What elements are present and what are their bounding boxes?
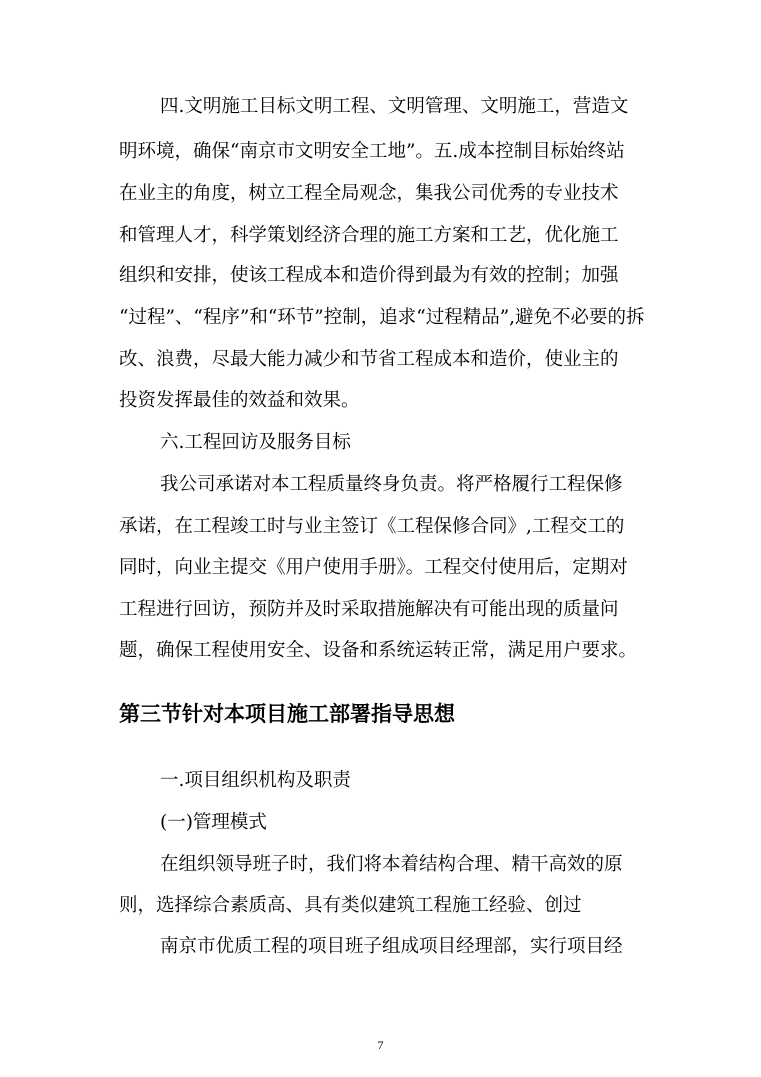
- paragraph-line: 则，选择综合素质高、具有类似建筑工程施工经验、创过: [119, 895, 582, 916]
- section-heading: 第三节针对本项目施工部署指导思想: [119, 702, 455, 726]
- paragraph-line: 承诺，在工程竣工时与业主签订《工程保修合同》,工程交工的: [119, 516, 625, 537]
- subsection-title: (一)管理模式: [160, 812, 267, 833]
- page-number: 7: [377, 1038, 384, 1052]
- paragraph-line: 改、浪费，尽最大能力减少和节省工程成本和造价，使业主的: [119, 349, 619, 370]
- paragraph-line: 工程进行回访，预防并及时采取措施解决有可能出现的质量问: [119, 599, 619, 620]
- section-title: 六.工程回访及服务目标: [160, 432, 351, 453]
- paragraph-line: 四.文明施工目标文明工程、文明管理、文明施工，营造文: [160, 96, 629, 117]
- paragraph-line: 题，确保工程使用安全、设备和系统运转正常，满足用户要求。: [119, 640, 638, 661]
- paragraph-line: 在业主的角度，树立工程全局观念，集我公司优秀的专业技术: [119, 183, 619, 204]
- paragraph-line: 我公司承诺对本工程质量终身负责。将严格履行工程保修: [160, 474, 623, 495]
- paragraph-line: 南京市优质工程的项目班子组成项目经理部，实行项目经: [160, 936, 623, 957]
- subsection-title: 一.项目组织机构及职责: [160, 770, 351, 791]
- paragraph-line: 和管理人才，科学策划经济合理的施工方案和工艺，优化施工: [119, 225, 619, 246]
- paragraph-line: 组织和安排，使该工程成本和造价得到最为有效的控制；加强: [119, 265, 619, 286]
- paragraph-line: 投资发挥最佳的效益和效果。: [119, 390, 360, 411]
- paragraph-line: 明环境，确保“南京市文明安全工地”。五.成本控制目标始终站: [119, 141, 625, 162]
- paragraph-line: 在组织领导班子时，我们将本着结构合理、精干高效的原: [160, 854, 623, 875]
- paragraph-line: 同时，向业主提交《用户使用手册》。工程交付使用后，定期对: [119, 557, 628, 578]
- paragraph-line: “过程”、“程序”和“环节”控制，追求“过程精品”,避免不必要的拆: [119, 307, 645, 328]
